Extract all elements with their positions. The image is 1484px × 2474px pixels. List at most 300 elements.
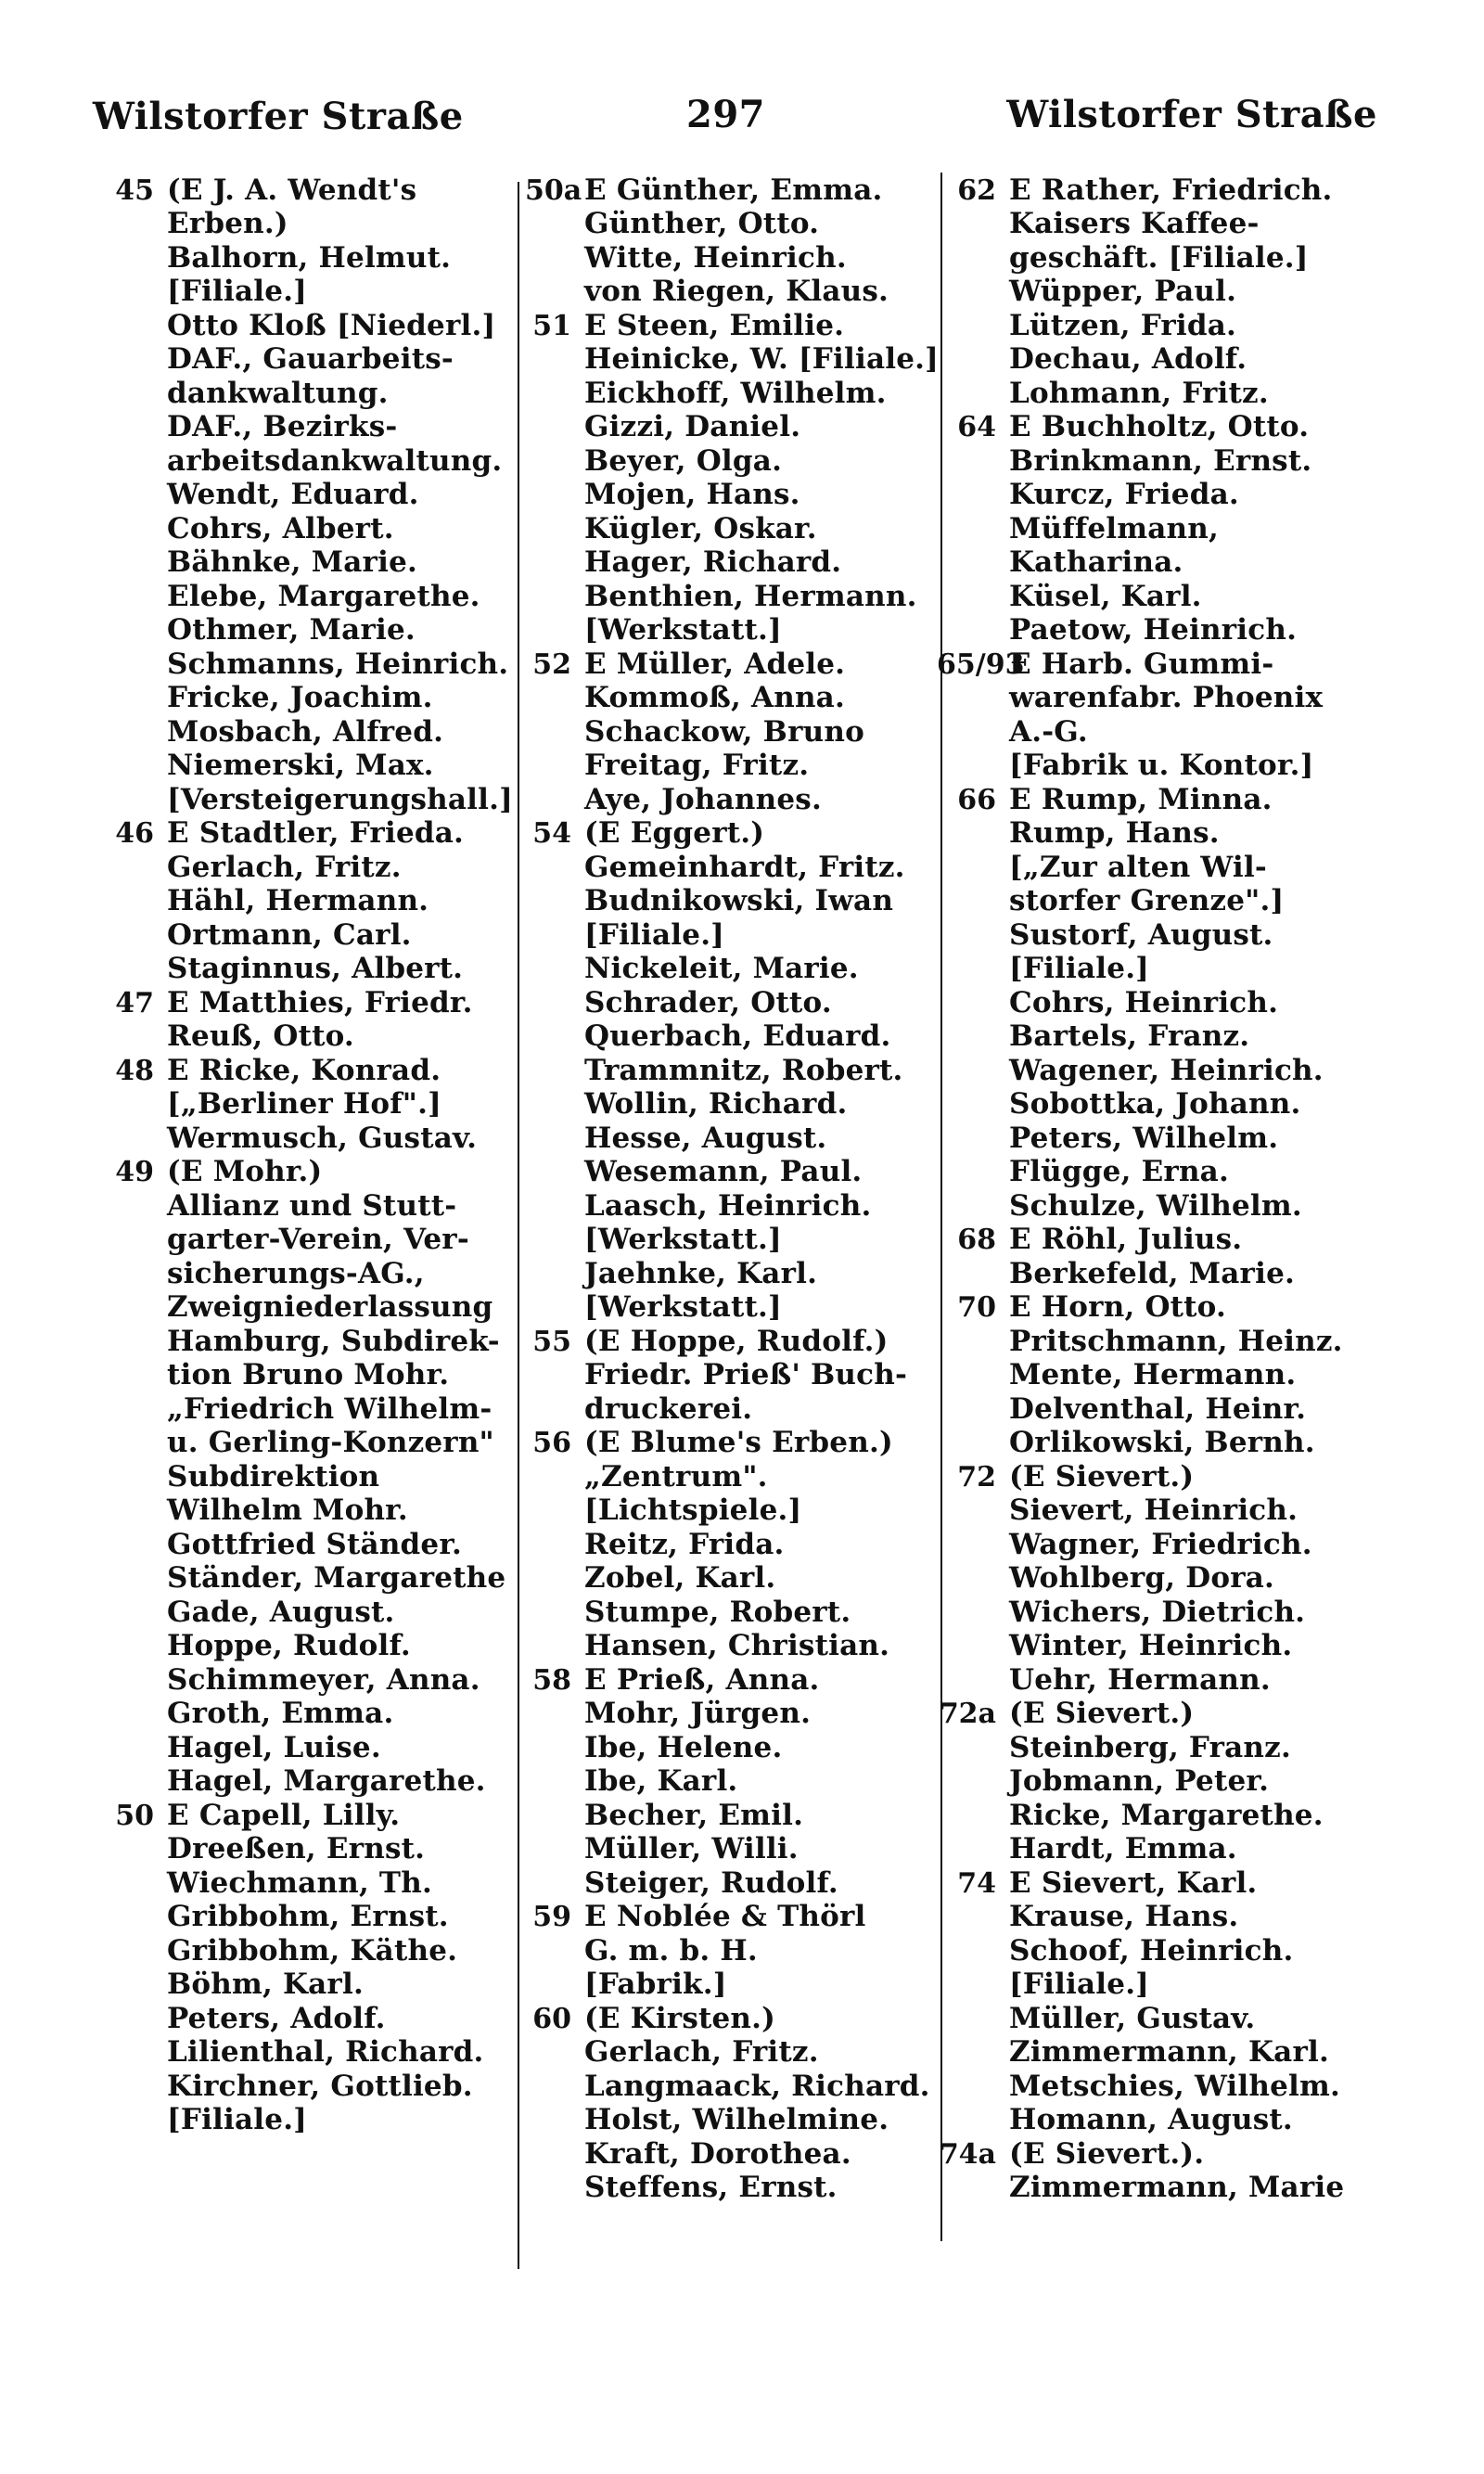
house-number: 60 — [532, 2002, 571, 2035]
directory-line — [65, 952, 547, 986]
running-head-left: Wilstorfer Straße — [93, 95, 464, 138]
directory-line — [937, 1900, 1401, 1934]
entry-text: E Röhl, Julius. — [1009, 1223, 1243, 1256]
directory-line — [65, 1459, 547, 1493]
directory-line — [525, 917, 952, 952]
entry-text: Groth, Emma. — [167, 1697, 394, 1730]
entry-text: Ibe, Karl. — [584, 1764, 738, 1798]
directory-line — [65, 275, 547, 309]
directory-line — [937, 2136, 1401, 2171]
entry-text: Wagener, Heinrich. — [1009, 1053, 1324, 1087]
directory-line — [65, 1900, 547, 1934]
directory-line — [937, 1933, 1401, 1968]
page-number: 297 — [686, 93, 765, 136]
entry-text: Jobmann, Peter. — [1009, 1764, 1270, 1798]
directory-column-2 — [525, 173, 952, 2204]
entry-text: Sobottka, Johann. — [1009, 1087, 1301, 1121]
entry-text: Niemerski, Max. — [167, 749, 434, 782]
directory-line — [525, 1527, 952, 1561]
entry-text: Eickhoff, Wilhelm. — [584, 376, 887, 410]
house-number: 70 — [957, 1291, 996, 1324]
entry-text: Elebe, Margarethe. — [167, 579, 480, 613]
entry-text: [Filiale.] — [167, 2103, 308, 2136]
directory-line — [937, 647, 1401, 681]
entry-text: Müller, Gustav. — [1009, 2001, 1256, 2035]
entry-text: druckerei. — [584, 1391, 753, 1426]
entry-text: E Noblée & Thörl — [584, 1900, 866, 1933]
directory-line — [525, 2136, 952, 2171]
entry-text: garter-Verein, Ver- — [167, 1223, 469, 1256]
entry-text: Gade, August. — [167, 1595, 395, 1629]
entry-text: Wermusch, Gustav. — [167, 1121, 478, 1155]
directory-line — [65, 1730, 547, 1764]
directory-line — [525, 850, 952, 884]
directory-line — [65, 1324, 547, 1358]
directory-line — [525, 1730, 952, 1764]
entry-text: Hager, Richard. — [584, 545, 842, 579]
entry-text: [Versteigerungshall.] — [167, 782, 513, 816]
entry-text: Delventhal, Heinr. — [1009, 1391, 1307, 1426]
entry-text: Orlikowski, Bernh. — [1009, 1426, 1315, 1459]
directory-line — [525, 308, 952, 342]
entry-text: Becher, Emil. — [584, 1798, 804, 1832]
house-number: 74 — [957, 1866, 996, 1900]
entry-text: Schoof, Heinrich. — [1009, 1933, 1294, 1968]
directory-line — [65, 1798, 547, 1832]
house-number: 51 — [532, 309, 571, 342]
directory-line — [65, 1053, 547, 1087]
directory-line — [525, 1426, 952, 1460]
directory-line — [525, 681, 952, 715]
entry-text: Steinberg, Franz. — [1009, 1730, 1291, 1764]
directory-line — [65, 1595, 547, 1629]
entry-text: Gribbohm, Käthe. — [167, 1933, 458, 1968]
directory-line — [937, 275, 1401, 309]
entry-text: Kraft, Dorothea. — [584, 2136, 851, 2171]
directory-line — [937, 1087, 1401, 1122]
directory-line — [937, 2035, 1401, 2070]
directory-line — [937, 1019, 1401, 1054]
directory-line — [937, 2103, 1401, 2137]
entry-text: Wendt, Eduard. — [167, 478, 419, 511]
entry-text: Mojen, Hans. — [584, 478, 800, 511]
directory-line — [937, 1391, 1401, 1426]
entry-text: Gribbohm, Ernst. — [167, 1900, 449, 1933]
entry-text: E Rather, Friedrich. — [1009, 173, 1333, 207]
entry-text: Mohr, Jürgen. — [584, 1697, 812, 1730]
entry-text: G. m. b. H. — [584, 1933, 758, 1968]
entry-text: [Lichtspiele.] — [584, 1493, 802, 1527]
directory-line — [65, 1493, 547, 1528]
entry-text: Steiger, Rudolf. — [584, 1865, 838, 1900]
house-number: 46 — [115, 817, 154, 850]
directory-line — [937, 376, 1401, 410]
directory-line — [65, 1155, 547, 1189]
entry-text: arbeitsdankwaltung. — [167, 443, 503, 478]
directory-line — [525, 1561, 952, 1596]
house-number: 48 — [115, 1054, 154, 1087]
directory-line — [937, 714, 1401, 749]
directory-line — [525, 1865, 952, 1900]
house-number: 72a — [939, 1698, 996, 1730]
directory-line — [65, 511, 547, 545]
directory-line — [937, 2001, 1401, 2035]
house-number: 65/93 — [937, 647, 1025, 681]
directory-line — [65, 1019, 547, 1054]
entry-text: Mente, Hermann. — [1009, 1358, 1297, 1391]
entry-text: „Friedrich Wilhelm- — [167, 1391, 493, 1426]
entry-text: E Prieß, Anna. — [584, 1662, 820, 1697]
entry-text: Reuß, Otto. — [167, 1019, 354, 1053]
entry-text: E Horn, Otto. — [1009, 1290, 1227, 1324]
directory-line — [525, 1459, 952, 1493]
entry-text: storfer Grenze".] — [1009, 884, 1285, 917]
entry-text: Schackow, Bruno — [584, 714, 864, 749]
directory-line — [65, 782, 547, 816]
directory-line — [65, 681, 547, 715]
entry-text: Wagner, Friedrich. — [1009, 1527, 1312, 1561]
entry-text: Querbach, Eduard. — [584, 1019, 891, 1053]
directory-line — [937, 342, 1401, 377]
entry-text: E Buchholtz, Otto. — [1009, 410, 1310, 443]
entry-text: [Fabrik.] — [584, 1968, 727, 2001]
directory-line — [525, 2103, 952, 2137]
entry-text: [Werkstatt.] — [584, 613, 782, 647]
directory-column-3 — [937, 173, 1401, 2204]
directory-line — [65, 1865, 547, 1900]
house-number: 64 — [957, 411, 996, 443]
directory-line — [525, 376, 952, 410]
entry-text: Peters, Wilhelm. — [1009, 1121, 1279, 1155]
house-number: 50 — [115, 1799, 154, 1832]
directory-line — [65, 410, 547, 444]
entry-text: E Matthies, Friedr. — [167, 985, 473, 1019]
directory-line — [525, 884, 952, 918]
directory-line — [937, 985, 1401, 1019]
entry-text: Hesse, August. — [584, 1121, 827, 1155]
entry-text: Kirchner, Gottlieb. — [167, 2069, 473, 2103]
entry-text: Steffens, Ernst. — [584, 2171, 838, 2204]
entry-text: (E Eggert.) — [584, 816, 765, 850]
entry-text: Wiechmann, Th. — [167, 1865, 432, 1900]
directory-line — [525, 410, 952, 444]
directory-line — [937, 1290, 1401, 1325]
directory-line — [525, 613, 952, 647]
entry-text: Hagel, Luise. — [167, 1730, 381, 1764]
entry-text: Heinicke, W. [Filiale.] — [584, 342, 939, 376]
directory-line — [525, 1900, 952, 1934]
entry-text: Benthien, Hermann. — [584, 579, 917, 613]
entry-text: Wollin, Richard. — [584, 1087, 848, 1121]
directory-line — [937, 173, 1401, 207]
house-number: 74a — [939, 2137, 996, 2171]
entry-text: Ricke, Margarethe. — [1009, 1798, 1324, 1832]
entry-text: geschäft. [Filiale.] — [1009, 240, 1309, 275]
entry-text: Nickeleit, Marie. — [584, 952, 859, 985]
entry-text: Hoppe, Rudolf. — [167, 1629, 411, 1662]
entry-text: Kommoß, Anna. — [584, 681, 845, 714]
entry-text: Cohrs, Heinrich. — [1009, 985, 1279, 1019]
directory-line — [525, 1358, 952, 1392]
entry-text: Mosbach, Alfred. — [167, 714, 444, 749]
directory-line — [937, 308, 1401, 342]
house-number: 54 — [532, 817, 571, 850]
directory-line — [65, 1358, 547, 1392]
entry-text: Staginnus, Albert. — [167, 952, 464, 985]
directory-line — [937, 1256, 1401, 1290]
directory-line — [937, 2069, 1401, 2103]
directory-line — [65, 1290, 547, 1325]
directory-line — [937, 1662, 1401, 1697]
entry-text: E Steen, Emilie. — [584, 308, 845, 342]
directory-line — [937, 884, 1401, 918]
directory-line — [525, 1629, 952, 1663]
directory-line — [937, 1527, 1401, 1561]
directory-line — [525, 1968, 952, 2002]
directory-line — [937, 1832, 1401, 1866]
directory-line — [65, 714, 547, 749]
house-number: 50a — [525, 173, 582, 207]
entry-text: (E Mohr.) — [167, 1155, 323, 1188]
entry-text: [Filiale.] — [1009, 952, 1150, 985]
entry-text: Peters, Adolf. — [167, 2001, 386, 2035]
entry-text: [„Zur alten Wil- — [1009, 850, 1267, 884]
directory-line — [525, 952, 952, 986]
directory-line — [525, 207, 952, 241]
entry-text: Stumpe, Robert. — [584, 1595, 851, 1629]
entry-text: Bähnke, Marie. — [167, 545, 417, 579]
entry-text: Schrader, Otto. — [584, 985, 832, 1019]
entry-text: Brinkmann, Ernst. — [1009, 443, 1312, 478]
directory-line — [65, 545, 547, 580]
entry-text: Hardt, Emma. — [1009, 1832, 1237, 1865]
entry-text: Kaisers Kaffee- — [1009, 207, 1260, 240]
directory-line — [525, 1053, 952, 1087]
directory-line — [937, 1358, 1401, 1392]
entry-text: Witte, Heinrich. — [584, 240, 847, 275]
directory-line — [525, 749, 952, 783]
entry-text: Laasch, Heinrich. — [584, 1188, 872, 1223]
entry-text: (E Sievert.) — [1009, 1697, 1195, 1730]
entry-text: (E Hoppe, Rudolf.) — [584, 1324, 889, 1358]
directory-line — [525, 1121, 952, 1155]
house-number: 56 — [532, 1427, 571, 1459]
directory-line — [65, 240, 547, 275]
directory-line — [65, 1391, 547, 1426]
entry-text: E Capell, Lilly. — [167, 1798, 401, 1832]
entry-text: Lilienthal, Richard. — [167, 2035, 484, 2069]
directory-line — [937, 1764, 1401, 1799]
entry-text: Langmaack, Richard. — [584, 2069, 930, 2103]
house-number: 66 — [957, 783, 996, 816]
entry-text: [„Berliner Hof".] — [167, 1087, 442, 1121]
directory-line — [525, 1324, 952, 1358]
entry-text: Flügge, Erna. — [1009, 1155, 1229, 1188]
directory-line — [525, 579, 952, 613]
entry-text: Günther, Otto. — [584, 207, 820, 240]
directory-line — [937, 1324, 1401, 1358]
running-head-right: Wilstorfer Straße — [1006, 93, 1377, 136]
entry-text: Schmanns, Heinrich. — [167, 647, 509, 681]
entry-text: Freitag, Fritz. — [584, 749, 810, 782]
directory-line — [937, 478, 1401, 512]
directory-line — [525, 782, 952, 816]
entry-text: Pritschmann, Heinz. — [1009, 1324, 1343, 1358]
entry-text: Krause, Hans. — [1009, 1900, 1239, 1933]
directory-line — [525, 1155, 952, 1189]
entry-text: „Zentrum". — [584, 1459, 768, 1493]
entry-text: E Günther, Emma. — [584, 173, 883, 207]
entry-text: Zweigniederlassung — [167, 1290, 493, 1324]
entry-text: E Ricke, Konrad. — [167, 1053, 441, 1087]
entry-text: Hagel, Margarethe. — [167, 1764, 486, 1798]
directory-line — [525, 1493, 952, 1528]
entry-text: Kurcz, Frieda. — [1009, 478, 1239, 511]
entry-text: Dreeßen, Ernst. — [167, 1832, 426, 1865]
directory-line — [65, 173, 547, 207]
entry-text: Rump, Hans. — [1009, 816, 1220, 850]
entry-text: Dechau, Adolf. — [1009, 342, 1247, 376]
directory-line — [525, 2069, 952, 2103]
directory-line — [65, 579, 547, 613]
entry-text: Othmer, Marie. — [167, 613, 416, 647]
entry-text: Lohmann, Fritz. — [1009, 376, 1269, 410]
directory-line — [525, 342, 952, 377]
entry-text: Trammnitz, Robert. — [584, 1053, 903, 1087]
directory-line — [65, 2001, 547, 2035]
directory-line — [65, 1832, 547, 1866]
entry-text: Wüpper, Paul. — [1009, 275, 1237, 308]
directory-line — [525, 240, 952, 275]
directory-line — [65, 1426, 547, 1460]
entry-text: E Rump, Minna. — [1009, 782, 1273, 816]
entry-text: Gerlach, Fritz. — [584, 2035, 819, 2069]
entry-text: [Fabrik u. Kontor.] — [1009, 749, 1314, 782]
entry-text: Paetow, Heinrich. — [1009, 613, 1298, 647]
directory-line — [65, 1933, 547, 1968]
directory-line — [65, 1527, 547, 1561]
directory-line — [65, 376, 547, 410]
directory-line — [525, 1832, 952, 1866]
entry-text: warenfabr. Phoenix — [1009, 681, 1324, 714]
directory-line — [65, 478, 547, 512]
directory-line — [937, 749, 1401, 783]
entry-text: Schimmeyer, Anna. — [167, 1662, 480, 1697]
entry-text: Zimmermann, Karl. — [1009, 2035, 1329, 2069]
entry-text: Müffelmann, — [1009, 511, 1219, 545]
directory-line — [525, 647, 952, 681]
directory-line — [937, 917, 1401, 952]
entry-text: Schulze, Wilhelm. — [1009, 1188, 1302, 1223]
house-number: 47 — [115, 986, 154, 1019]
directory-line — [937, 613, 1401, 647]
directory-line — [525, 511, 952, 545]
entry-text: (E J. A. Wendt's — [167, 173, 417, 207]
directory-line — [65, 1629, 547, 1663]
entry-text: (E Sievert.) — [1009, 1459, 1195, 1493]
directory-line — [525, 1764, 952, 1799]
house-number: 55 — [532, 1325, 571, 1358]
directory-line — [525, 1662, 952, 1697]
directory-line — [937, 1697, 1401, 1731]
directory-line — [65, 308, 547, 342]
entry-text: Zimmermann, Marie — [1009, 2171, 1345, 2204]
directory-line — [65, 985, 547, 1019]
entry-text: Ortmann, Carl. — [167, 917, 412, 952]
house-number: 72 — [957, 1460, 996, 1493]
directory-line — [65, 749, 547, 783]
entry-text: [Werkstatt.] — [584, 1223, 782, 1256]
entry-text: Homann, August. — [1009, 2103, 1293, 2136]
house-number: 62 — [957, 173, 996, 207]
directory-line — [937, 1155, 1401, 1189]
entry-text: Wichers, Dietrich. — [1009, 1595, 1306, 1629]
directory-line — [937, 2171, 1401, 2205]
directory-line — [937, 545, 1401, 580]
directory-line — [937, 1595, 1401, 1629]
entry-text: E Harb. Gummi- — [1009, 647, 1274, 681]
directory-line — [525, 1697, 952, 1731]
directory-line — [937, 1223, 1401, 1257]
entry-text: Wohlberg, Dora. — [1009, 1561, 1275, 1595]
directory-line — [525, 1087, 952, 1122]
entry-text: Ständer, Margarethe — [167, 1561, 506, 1595]
directory-line — [525, 1019, 952, 1054]
entry-text: Küsel, Karl. — [1009, 579, 1202, 613]
entry-text: Bartels, Franz. — [1009, 1019, 1250, 1053]
house-number: 68 — [957, 1224, 996, 1256]
entry-text: (E Kirsten.) — [584, 2001, 776, 2035]
directory-line — [937, 850, 1401, 884]
entry-text: Cohrs, Albert. — [167, 511, 394, 545]
entry-text: Uehr, Hermann. — [1009, 1662, 1271, 1697]
directory-line — [65, 2069, 547, 2103]
entry-text: Gottfried Ständer. — [167, 1527, 463, 1561]
entry-text: E Müller, Adele. — [584, 647, 846, 681]
entry-text: DAF., Bezirks- — [167, 410, 398, 443]
directory-line — [937, 952, 1401, 986]
directory-line — [937, 1459, 1401, 1493]
directory-line — [525, 1798, 952, 1832]
directory-line — [525, 1290, 952, 1325]
directory-line — [937, 1730, 1401, 1764]
entry-text: Aye, Johannes. — [584, 782, 822, 816]
directory-line — [937, 681, 1401, 715]
entry-text: sicherungs-AG., — [167, 1256, 425, 1290]
entry-text: Gizzi, Daniel. — [584, 410, 801, 443]
directory-line — [937, 410, 1401, 444]
directory-line — [937, 511, 1401, 545]
directory-line — [65, 917, 547, 952]
house-number: 58 — [532, 1663, 571, 1697]
directory-line — [65, 816, 547, 851]
directory-line — [65, 1256, 547, 1290]
entry-text: tion Bruno Mohr. — [167, 1358, 450, 1391]
entry-text: u. Gerling-Konzern" — [167, 1426, 494, 1459]
entry-text: E Stadtler, Frieda. — [167, 816, 465, 850]
directory-column-1 — [65, 173, 547, 2136]
entry-text: Subdirektion — [167, 1459, 380, 1493]
directory-line — [937, 782, 1401, 816]
entry-text: Otto Kloß [Niederl.] — [167, 308, 496, 342]
entry-text: Gemeinhardt, Fritz. — [584, 850, 905, 884]
directory-line — [65, 342, 547, 377]
entry-text: Kügler, Oskar. — [584, 511, 817, 545]
entry-text: Katharina. — [1009, 545, 1183, 579]
directory-line — [937, 240, 1401, 275]
entry-text: Ibe, Helene. — [584, 1730, 783, 1764]
entry-text: Allianz und Stutt- — [167, 1188, 457, 1223]
